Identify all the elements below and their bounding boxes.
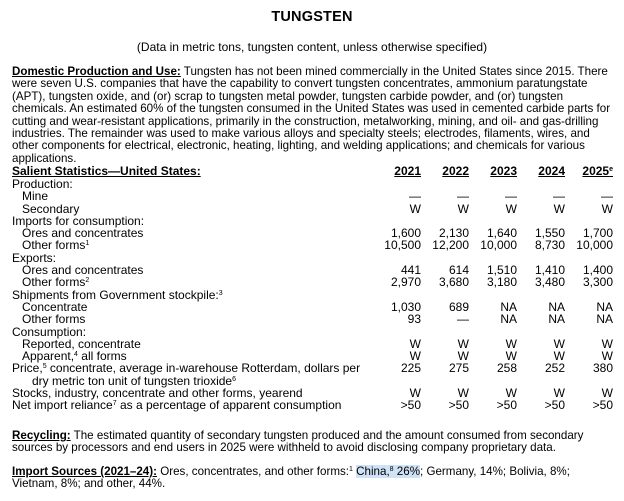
cell-value: W (553, 349, 565, 364)
cell-value: 689 (448, 299, 469, 314)
row-label: Ores and concentrates (22, 263, 144, 278)
cell-value: W (457, 201, 469, 216)
row-label: Imports for consumption: (12, 213, 145, 228)
cell-value: W (505, 386, 517, 401)
cell-value: 225 (400, 361, 421, 376)
cell-value: 614 (448, 263, 469, 278)
row-label: Ores and concentrates (22, 226, 144, 241)
row-label: Secondary (22, 201, 80, 216)
cell-value: 1,510 (486, 263, 517, 278)
cell-value: 10,000 (576, 238, 613, 253)
row-label: Mine (22, 189, 49, 204)
highlighted-selection[interactable]: China,$^8$ 26% (356, 465, 421, 478)
cell-value (517, 326, 565, 338)
row-label: Consumption: (12, 324, 87, 339)
cell-value: 2,970 (390, 275, 421, 290)
row-label: Concentrate (22, 299, 88, 314)
cell-value: 10,000 (480, 238, 517, 253)
cell-value: 1,030 (390, 299, 421, 314)
cell-value: 3,680 (438, 275, 469, 290)
recycling-paragraph (12, 430, 616, 455)
estimate-mark: e (609, 166, 613, 173)
table-row (12, 239, 613, 251)
cell-value (379, 326, 421, 338)
cell-value: — (553, 189, 565, 204)
year-header: 2025e (582, 164, 613, 178)
cell-value: NA (596, 312, 613, 327)
year-header: 2023 (490, 164, 517, 178)
cell-value: W (457, 386, 469, 401)
row-label: Other forms$^1$ (22, 238, 90, 253)
cell-value: 8,730 (534, 238, 565, 253)
cell-value: >50 (544, 398, 565, 413)
cell-value (421, 326, 469, 338)
cell-value: NA (500, 312, 517, 327)
cell-value: W (553, 336, 565, 351)
row-label: Other forms$^2$ (22, 275, 90, 290)
cell-value: W (553, 386, 565, 401)
row-label: Net import reliance$^7$ as a percentage of apparent consumption (12, 398, 342, 413)
row-label: Exports: (12, 250, 57, 265)
cell-value: W (409, 386, 421, 401)
cell-value: NA (548, 312, 565, 327)
table-row (12, 178, 613, 190)
cell-value: 2,130 (438, 226, 469, 241)
cell-value: NA (548, 299, 565, 314)
cell-value: W (457, 336, 469, 351)
cell-value: NA (596, 299, 613, 314)
cell-value: W (601, 349, 613, 364)
domestic-heading: Domestic Production and Use: (12, 65, 181, 78)
cell-value: >50 (496, 398, 517, 413)
row-label: Stocks, industry, concentrate and other forms, yearend (12, 386, 303, 401)
cell-value: — (505, 189, 517, 204)
cell-value: 252 (544, 361, 565, 376)
domestic-production-paragraph (12, 66, 616, 165)
cell-value: W (601, 201, 613, 216)
cell-value: W (553, 201, 565, 216)
table-row (12, 264, 613, 276)
cell-value: W (505, 336, 517, 351)
cell-value: >50 (592, 398, 613, 413)
row-label: dry metric ton unit of tungsten trioxide$^6$ (32, 373, 237, 388)
year-header: 2024 (538, 164, 565, 178)
cell-value: 258 (496, 361, 517, 376)
table-header-row (12, 164, 613, 178)
domestic-text: Tungsten has not been mined commercially in the United States since 2015. There were seven U.S. companies that have the capability to convert tungsten concentrates, ammonium paratungstate (APT), tungsten oxide, and (or) scrap to tungsten metal powder, tungsten carbide powder, and (or) tungsten chemicals. An estimated 60% of the tungsten consumed in the United States was used in cemented carbide parts for cutting and wear-resistant applications, primarily in the construction, metalworking, mining, and oil- and gas-drilling industries. The remainder was used to make various alloys and specialty steels; electrodes, filaments, wires, and other components for electrical, electronic, heating, lighting, and welding applications; and chemicals for various applications. (12, 65, 611, 165)
cell-value: 12,200 (432, 238, 469, 253)
row-label: Reported, concentrate (22, 336, 141, 351)
cell-value: NA (500, 299, 517, 314)
stats-heading: Salient Statistics—United States: (12, 164, 201, 178)
cell-value: 1,400 (582, 263, 613, 278)
cell-value: 10,500 (384, 238, 421, 253)
cell-value: 93 (407, 312, 421, 327)
cell-value: 3,300 (582, 275, 613, 290)
table-row (12, 227, 613, 239)
cell-value: 1,600 (390, 226, 421, 241)
table-row (12, 301, 613, 313)
cell-value: >50 (448, 398, 469, 413)
cell-value: W (409, 336, 421, 351)
table-row (12, 313, 613, 325)
cell-value: W (505, 349, 517, 364)
cell-value: 1,700 (582, 226, 613, 241)
units-subtitle: (Data in metric tons, tungsten content, unless otherwise specified) (136, 40, 488, 54)
imports-heading: Import Sources (2021–24): (12, 465, 157, 478)
row-label: Shipments from Government stockpile:$^3$ (12, 287, 223, 302)
table-row (12, 289, 613, 301)
recycling-heading: Recycling: (12, 429, 71, 442)
cell-value (469, 326, 517, 338)
cell-value: 275 (448, 361, 469, 376)
cell-value: 3,180 (486, 275, 517, 290)
cell-value: W (505, 201, 517, 216)
cell-value: W (409, 349, 421, 364)
row-label: Production: (12, 177, 73, 191)
cell-value: >50 (400, 398, 421, 413)
row-label: Apparent,$^4$ all forms (22, 349, 127, 364)
year-header: 2022 (442, 164, 469, 178)
year-header: 2021 (394, 164, 421, 178)
row-label: Other forms (22, 312, 86, 327)
import-sources-paragraph: Import Sources (2021–24): Ores, concentrates, and other forms:$^1$ China,$^8$ 26%; Germany, 14%; Bolivia, 8%; Vietnam, 8%; and other, 44%. (12, 465, 570, 491)
cell-value: 3,480 (534, 275, 565, 290)
cell-value: 1,640 (486, 226, 517, 241)
salient-statistics-table (12, 164, 613, 412)
cell-value: W (601, 336, 613, 351)
page-title: TUNGSTEN (271, 9, 353, 25)
cell-value: 1,410 (534, 263, 565, 278)
cell-value: W (601, 386, 613, 401)
cell-value: 380 (592, 361, 613, 376)
cell-value: 441 (400, 263, 421, 278)
row-label: Price,$^5$ concentrate, average in-warehouse Rotterdam, dollars per (12, 361, 361, 376)
recycling-text: The estimated quantity of secondary tungsten produced and the amount consumed from secondary sources by processors and end users in 2025 were withheld to avoid disclosing company proprietary data. (12, 429, 584, 455)
cell-value: 1,550 (534, 226, 565, 241)
cell-value: W (457, 349, 469, 364)
cell-value: — (457, 189, 469, 204)
table-row (12, 399, 613, 411)
cell-value: W (409, 201, 421, 216)
table-row (12, 190, 613, 202)
cell-value: — (457, 312, 469, 327)
cell-value (565, 326, 613, 338)
cell-value: — (601, 189, 613, 204)
cell-value: — (409, 189, 421, 204)
